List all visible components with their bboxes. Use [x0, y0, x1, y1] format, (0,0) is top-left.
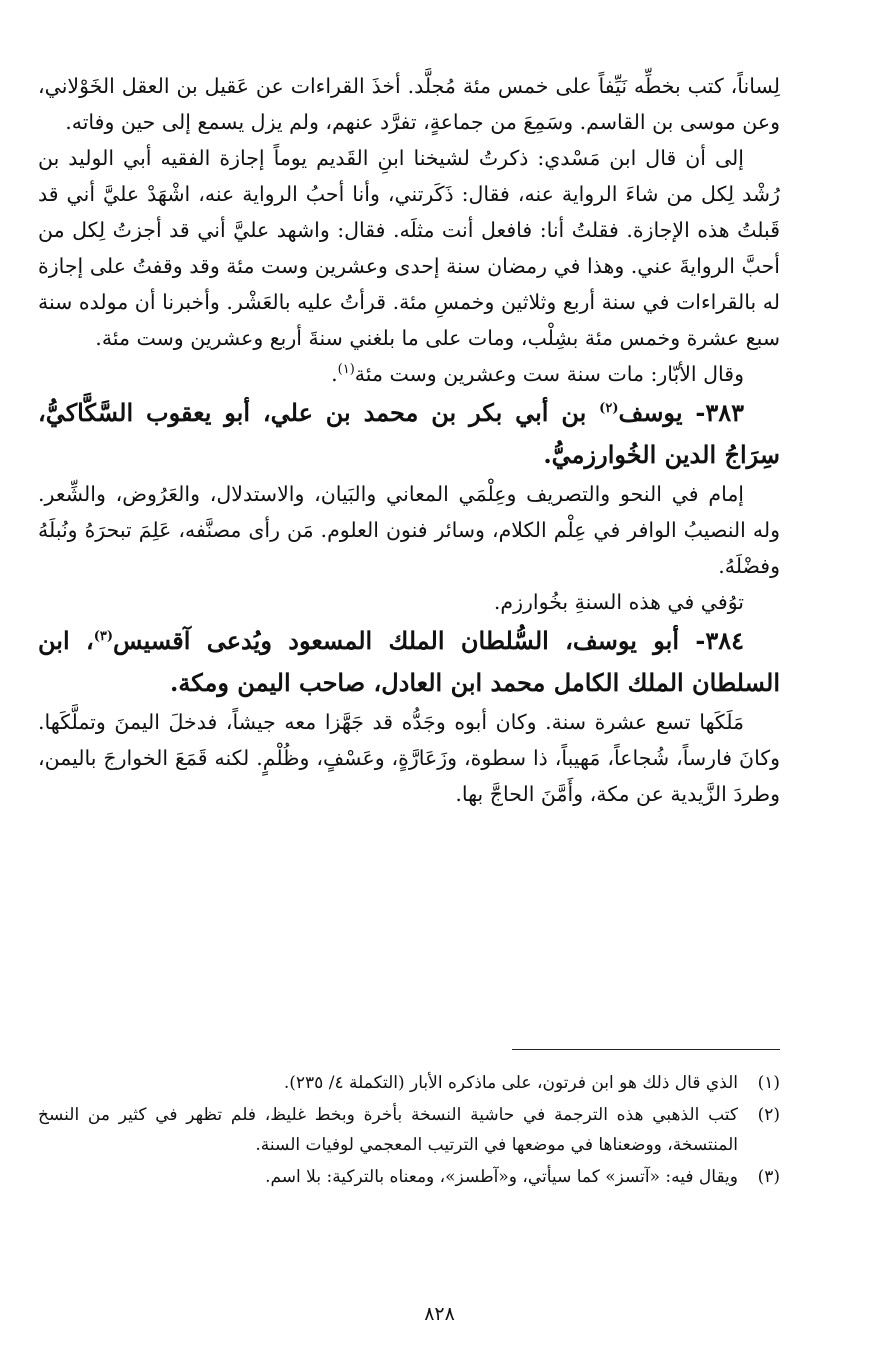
entry-name-rest-384: ، ابن السلطان الملك الكامل محمد ابن العادل، صاحب اليمن ومكة. [38, 626, 780, 697]
paragraph-2: إلى أن قال ابن مَسْدي: ذكرتُ لشيخنا ابنِ القَديم يوماً إجازة الفقيه أبي الوليد بن رُشْد لِكل من شاءَ الرواية عنه، فقال: ذَكَرتني، وأنا أحبُ الرواية عنه، اشْهَدْ عليَّ أني قد قَبلتُ هذه الإجازة. فقلتُ أنا: فافعل أنت مثلَه. فقال: واشهد عليَّ أني قد أجزتُ لِكل من أحبَّ الروايةَ عني. وهذا في رمضان سنة إحدى وعشرين وست مئة وقد وقفتُ على إجازة له بالقراءات في سنة أربع وثلاثين وخمسِ مئة. قرأتُ عليه بالعَشْر. وأخبرنا أن مولده سنة سبع عشرة وخمس مئة بشِلْب، ومات على ما بلغني سنةَ أربع وعشرين وست مئة. [38, 146, 780, 350]
page-number: ٨٢٨ [424, 1303, 455, 1325]
main-text [38, 68, 780, 812]
footnote-number: (١) [757, 1073, 780, 1093]
paragraph-6: مَلَكَها تسع عشرة سنة. وكان أبوه وجَدُّه قد جَهَّزا معه جيشاً، فدخلَ اليمنَ وتملَّكَها. وكانَ فارساً، شُجاعاً، مَهيباً، ذا سطوة، وزَعَارَّةٍ، وعَسْفٍ، وظُلْمٍ. لكنه قَمَعَ الخوارجَ باليمن، وطردَ الزَّيدية عن مكة، وأَمَّنَ الحاجَّ بها. [38, 710, 780, 806]
abbar-quote: وقال الأبّار: مات سنة ست وعشرين وست مئة [354, 362, 744, 386]
footnote-ref-1[interactable]: (١) [337, 362, 355, 378]
footnote-item [38, 1068, 780, 1098]
footnote-text: كتب الذهبي هذه الترجمة في حاشية النسخة بأخرة وبخط غليظ، فلم تظهر في كثير من النسخ المنتسخة، ووضعناها في موضعها في الترتيب المعجمي لوفيات السنة. [38, 1105, 738, 1155]
entry-heading-384 [38, 620, 780, 704]
footnote-text: ويقال فيه: «آتسز» كما سيأتي، و«آطسز»، ومعناه بالتركية: بلا اسم. [265, 1167, 738, 1187]
entry-number-383: ٣٨٣- [695, 398, 745, 427]
footnote-text: الذي قال ذلك هو ابن فرتون، على ماذكره الأبار (التكملة ٤/ ٢٣٥). [283, 1073, 738, 1093]
paragraph-3 [38, 356, 780, 392]
footnote-divider [512, 1049, 780, 1050]
paragraph-1: لِساناً، كتب بخطِّه نَيِّفاً على خمس مئة مُجلَّد. أخذَ القراءات عن عَقيل بن العقل الخَوْلاني، وعن موسى بن القاسم. وسَمِعَ من جماعةٍ، تفرَّد عنهم، ولم يزل يسمع إلى حين وفاته. [38, 74, 780, 134]
footnote-ref-2[interactable]: (٢) [599, 401, 619, 416]
footnote-ref-3[interactable]: (٣) [93, 629, 113, 644]
footnote-number: (٣) [757, 1167, 780, 1187]
paragraph-5: توُفي في هذه السنةِ بخُوارزم. [493, 590, 744, 614]
paragraph-3-end: . [331, 362, 338, 386]
entry-name-383: يوسف [618, 398, 683, 427]
footnotes [38, 1068, 780, 1194]
footnote-number: (٢) [757, 1105, 780, 1125]
entry-name-rest-383: بن أبي بكر بن محمد بن علي، أبو يعقوب السَّكَّاكيُّ، سِرَاجُ الدين الخُوارزميُّ. [38, 398, 780, 469]
footnote-item [38, 1100, 780, 1160]
footnote-item [38, 1162, 780, 1192]
entry-number-384: ٣٨٤- [695, 626, 745, 655]
paragraph-4: إمام في النحو والتصريف وعِلْمَي المعاني والبَيان، والاستدلال، والعَرُوض، والشِّعر. وله النصيبُ الوافر في عِلْم الكلام، وسائر فنون العلوم. مَن رأى مصنَّفه، عَلِمَ تبحرَهُ ونُبلَهُ وفضْلَهُ. [38, 482, 780, 578]
entry-name-384: أبو يوسف، السُّلطان الملك المسعود ويُدعى آقسيس [113, 626, 680, 655]
entry-heading-383 [38, 392, 780, 476]
